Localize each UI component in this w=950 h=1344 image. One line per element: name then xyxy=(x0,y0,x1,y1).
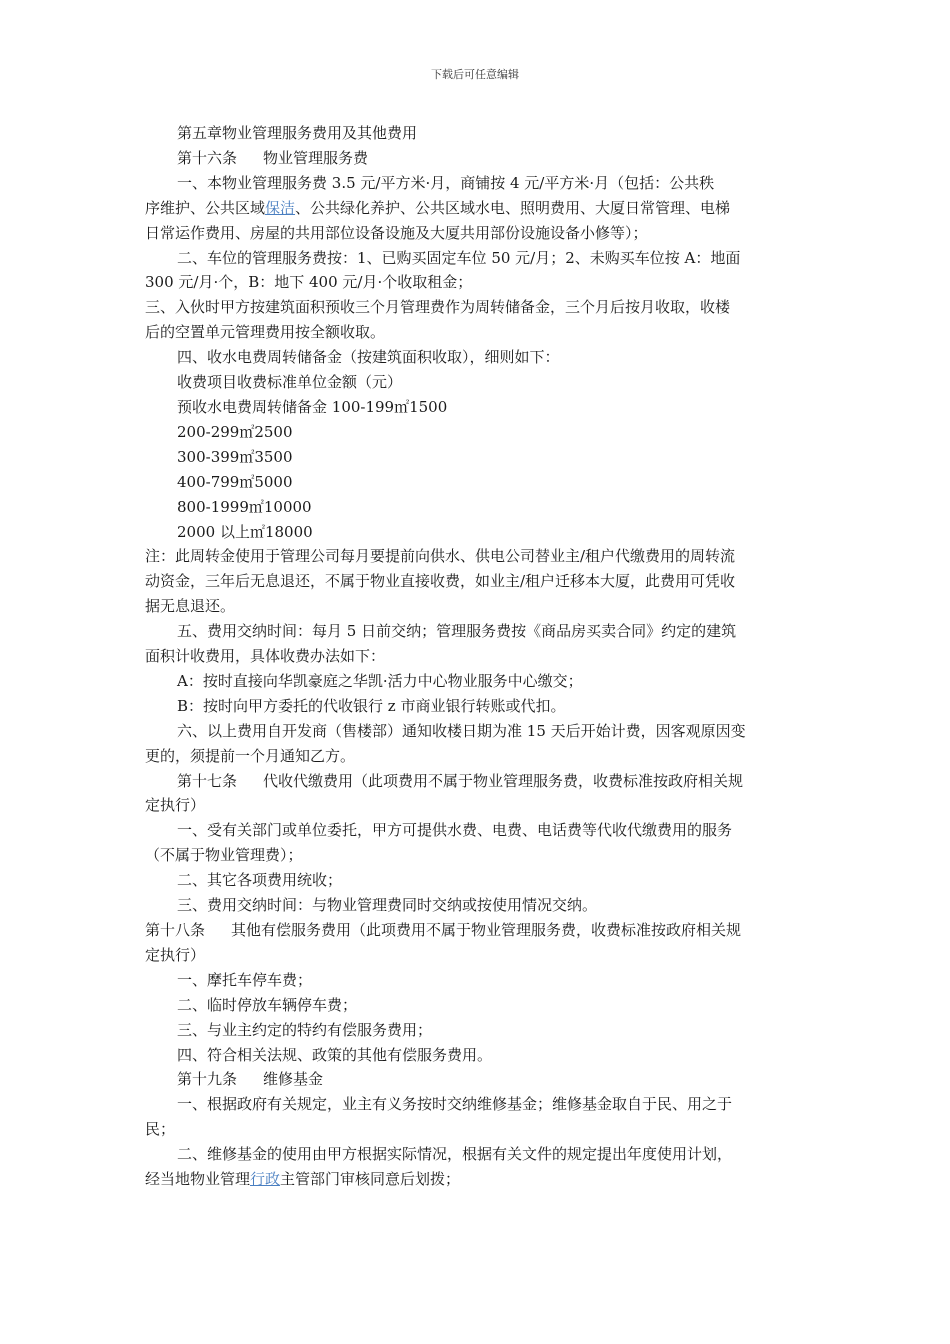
document-body xyxy=(145,121,810,1192)
fee-table-row: 2000 以上㎡18000 xyxy=(177,522,313,541)
article-title: 维修基金 xyxy=(263,1070,324,1089)
paragraph-line: 一、根据政府有关规定，业主有义务按时交纳维修基金；维修基金取自于民、用之于 xyxy=(177,1095,733,1114)
paragraph-line xyxy=(145,196,810,221)
fee-table-row: 400-799㎡5000 xyxy=(177,472,293,491)
text-run: 、公共绿化养护、公共区域水电、照明费用、大厦日常管理、电梯 xyxy=(295,198,731,217)
article-number: 第十八条 xyxy=(145,921,206,939)
article-18-heading xyxy=(145,918,810,943)
article-17-heading xyxy=(145,769,810,794)
fee-table-row: 200-299㎡2500 xyxy=(177,422,293,441)
page-header: 下载后可任意编辑 xyxy=(431,68,519,81)
article-16-heading xyxy=(145,146,810,171)
paragraph-line: 二、其它各项费用统收； xyxy=(177,871,343,890)
list-item: 一、摩托车停车费； xyxy=(177,970,313,989)
paragraph-line: 民； xyxy=(145,1120,176,1139)
article-title: 代收代缴费用（此项费用不属于物业管理服务费，收费标准按政府相关规 xyxy=(263,771,744,790)
paragraph-line: 三、入伙时甲方按建筑面积预收三个月管理费作为周转储备金，三个月后按月收取，收楼 xyxy=(145,298,731,317)
paragraph-line: 300 元/月·个，B：地下 400 元/月·个收取租金； xyxy=(145,273,473,292)
paragraph-line: 六、以上费用自开发商（售楼部）通知收楼日期为准 15 天后开始计费，因客观原因变 xyxy=(177,721,746,740)
paragraph-line: 一、本物业管理服务费 3.5 元/平方米·月，商铺按 4 元/平方米·月（包括：公共秩 xyxy=(177,173,715,192)
text-run: 序维护、公共区域 xyxy=(145,198,266,217)
paragraph-line: 日常运作费用、房屋的共用部位设备设施及大厦共用部份设施设备小修等）； xyxy=(145,223,648,242)
article-title-continued: 定执行） xyxy=(145,945,206,964)
paragraph-line: 五、费用交纳时间：每月 5 日前交纳；管理服务费按《商品房买卖合同》约定的建筑 xyxy=(177,622,737,641)
payment-option-a: A：按时直接向华凯豪庭之华凯·活力中心物业服务中心缴交； xyxy=(177,671,583,690)
paragraph-line: 更的，须提前一个月通知乙方。 xyxy=(145,746,356,765)
paragraph-line: 二、车位的管理服务费按：1、已购买固定车位 50 元/月；2、未购买车位按 A：地面 xyxy=(177,248,741,267)
note-line: 注：此周转金使用于管理公司每月要提前向供水、供电公司替业主/租户代缴费用的周转流 xyxy=(145,547,736,566)
paragraph-line xyxy=(145,1167,810,1192)
article-title: 物业管理服务费 xyxy=(263,148,369,167)
paragraph-line: 一、受有关部门或单位委托，甲方可提供水费、电费、电话费等代收代缴费用的服务 xyxy=(177,821,733,840)
fee-table-row: 800-1999㎡10000 xyxy=(177,497,312,516)
fee-table-row: 300-399㎡3500 xyxy=(177,447,293,466)
fee-table-header: 收费项目收费标准单位金额（元） xyxy=(177,373,403,392)
link-administration[interactable]: 行政 xyxy=(250,1170,281,1189)
list-item: 二、临时停放车辆停车费； xyxy=(177,995,358,1014)
paragraph-line: 后的空置单元管理费用按全额收取。 xyxy=(145,323,386,342)
paragraph-line: （不属于物业管理费）； xyxy=(145,846,303,865)
paragraph-line: 面积计收费用，具体收费办法如下： xyxy=(145,647,386,666)
article-number: 第十七条 xyxy=(177,771,238,790)
article-title: 其他有偿服务费用（此项费用不属于物业管理服务费，收费标准按政府相关规 xyxy=(231,921,742,939)
article-number: 第十六条 xyxy=(177,148,238,167)
paragraph-line: 二、维修基金的使用由甲方根据实际情况，根据有关文件的规定提出年度使用计划， xyxy=(177,1145,733,1164)
text-run: 主管部门审核同意后划拨； xyxy=(280,1170,461,1189)
chapter-title: 第五章物业管理服务费用及其他费用 xyxy=(177,124,418,142)
article-title-continued: 定执行） xyxy=(145,796,206,815)
note-line: 据无息退还。 xyxy=(145,597,236,616)
list-item: 四、符合相关法规、政策的其他有偿服务费用。 xyxy=(177,1045,493,1064)
article-19-heading xyxy=(145,1067,810,1092)
list-item: 三、与业主约定的特约有偿服务费用； xyxy=(177,1020,433,1039)
fee-table-row: 预收水电费周转储备金 100-199㎡1500 xyxy=(177,397,448,416)
article-number: 第十九条 xyxy=(177,1070,238,1089)
note-line: 动资金，三年后无息退还，不属于物业直接收费，如业主/租户迁移本大厦，此费用可凭收 xyxy=(145,572,736,591)
link-cleaning[interactable]: 保洁 xyxy=(265,198,296,217)
payment-option-b: B：按时向甲方委托的代收银行 z 市商业银行转账或代扣。 xyxy=(177,696,566,715)
paragraph-line: 四、收水电费周转储备金（按建筑面积收取），细则如下： xyxy=(177,348,560,367)
paragraph-line: 三、费用交纳时间：与物业管理费同时交纳或按使用情况交纳。 xyxy=(177,896,598,915)
text-run: 经当地物业管理 xyxy=(145,1170,251,1189)
